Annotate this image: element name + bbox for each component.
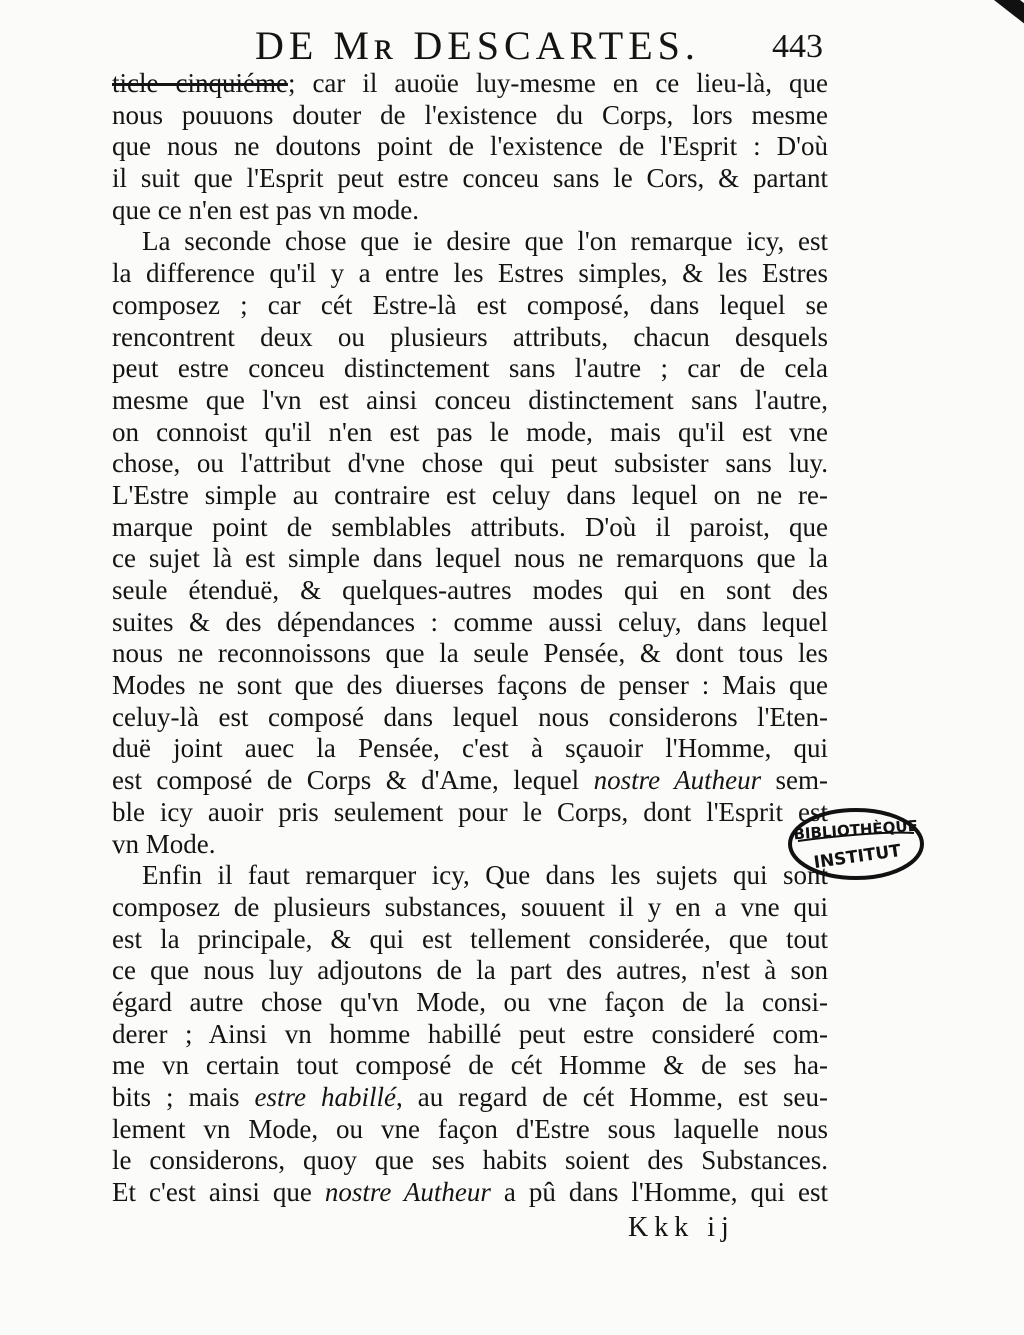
text-line: composez ; car cét Estre-là est composé, dans lequel se — [112, 289, 828, 320]
text-line: il suit que l'Esprit peut estre conceu sans le Cors, & partant — [112, 163, 828, 194]
text-line: duë joint auec la Pensée, c'est à sçauoir l'Homme, qui — [112, 733, 828, 764]
text-line: ble icy auoir pris seulement pour le Corps, dont l'Esprit est — [112, 796, 828, 827]
italic-text: nostre Autheur — [324, 1177, 491, 1208]
text-line: ce que nous luy adjoutons de la part des autres, n'est à son — [112, 955, 828, 986]
text-line: ticle cinquiéme; car il auoüe luy-mesme en ce lieu-là, que — [112, 68, 828, 98]
text-line: le considerons, quoy que ses habits soient des Substances. — [112, 1145, 828, 1176]
text-line: que nous ne doutons point de l'existence de l'Esprit : D'où — [112, 131, 828, 162]
struck-text: ticle cinquiéme — [112, 68, 288, 98]
paragraph-start-line: Enfin il faut remarquer icy, Que dans les sujets qui sont — [142, 860, 828, 891]
running-title: DE Mʀ DESCARTES. — [255, 23, 700, 68]
text-line: mesme que l'vn est ainsi conceu distinctement sans l'autre, — [112, 384, 828, 415]
library-stamp-graphic — [786, 805, 926, 883]
text-line: bits ; mais estre habillé, au regard de cét Homme, est seu- — [112, 1082, 828, 1112]
text-line: seule étenduë, & quelques-autres modes qui en sont des — [112, 575, 828, 605]
text-line: nous ne reconnoissons que la seule Pensée, & dont tous les — [112, 638, 828, 669]
stamp-line1: BIBLIOTHÈQUE — [792, 816, 919, 844]
text-line: on connoist qu'il n'en est pas le mode, mais qu'il est vne — [112, 416, 828, 447]
text-line: composez de plusieurs substances, souuent il y en a vne qui — [112, 891, 828, 922]
library-stamp — [786, 805, 926, 883]
text-line: celuy-là est composé dans lequel nous considerons l'Eten- — [112, 701, 828, 732]
page-number: 443 — [772, 28, 823, 65]
text-line: que ce n'en est pas vn mode. — [112, 194, 420, 225]
text-line: Modes ne sont que des diuerses façons de penser : Mais que — [112, 670, 828, 701]
paragraph-start-line: La seconde chose que ie desire que l'on remarque icy, est — [142, 226, 828, 257]
text-line: ce sujet là est simple dans lequel nous ne remarquons que la — [112, 543, 828, 574]
text-line: égard autre chose qu'vn Mode, ou vne façon de la consi- — [112, 986, 828, 1017]
text-line: est composé de Corps & d'Ame, lequel nostre Autheur sem- — [112, 765, 829, 796]
text-line: L'Estre simple au contraire est celuy dans lequel on ne re- — [112, 479, 828, 510]
italic-text: nostre Autheur — [593, 765, 762, 796]
signature-mark: Kkk ij — [628, 1212, 735, 1243]
stamp-line2: INSTITUT — [812, 841, 903, 874]
body-text — [112, 68, 828, 1209]
text-line: marque point de semblables attributs. D'où il paroist, que — [112, 511, 828, 542]
text-line: peut estre conceu distinctement sans l'autre ; car de cela — [112, 353, 828, 384]
text-line: derer ; Ainsi vn homme habillé peut estre consideré com- — [112, 1018, 828, 1049]
text-line: Et c'est ainsi que nostre Autheur a pû dans l'Homme, qui est — [112, 1177, 828, 1208]
text-line: est la principale, & qui est tellement considerée, que tout — [112, 923, 828, 954]
text-line: suites & des dépendances : comme aussi celuy, dans lequel — [112, 606, 828, 637]
page-header — [0, 18, 1024, 74]
italic-text: estre habillé — [254, 1082, 397, 1112]
text-line: chose, ou l'attribut d'vne chose qui peut subsister sans luy. — [112, 448, 828, 479]
text-line: rencontrent deux ou plusieurs attributs, chacun desquels — [112, 321, 828, 352]
text-line: nous pouuons douter de l'existence du Corps, lors mesme — [112, 99, 828, 130]
text-line: me vn certain tout composé de cét Homme & de ses ha- — [112, 1050, 828, 1081]
text-line: la difference qu'il y a entre les Estres simples, & les Estres — [112, 258, 828, 289]
text-line: vn Mode. — [112, 828, 216, 859]
text-line: lement vn Mode, ou vne façon d'Estre sous laquelle nous — [112, 1113, 828, 1144]
